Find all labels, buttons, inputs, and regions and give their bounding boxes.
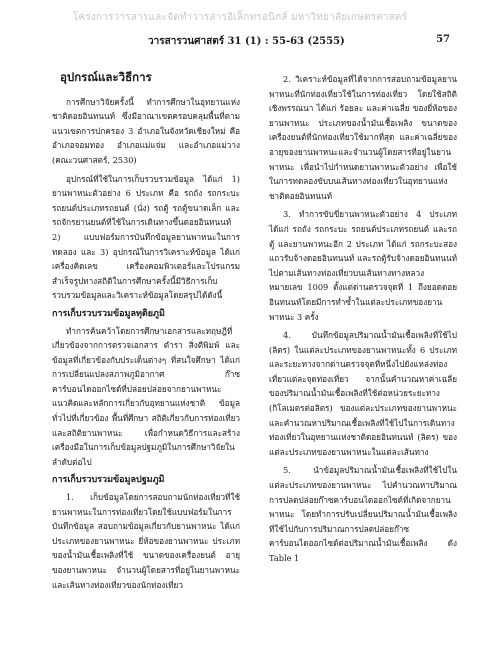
page-number: 57 <box>436 34 450 45</box>
subsection-title-secondary-data: การเก็บรวบรวมข้อมูลทุติยภูมิ <box>52 308 165 319</box>
paragraph-study-area: การศึกษาวิจัยครั้งนี้ ทำการศึกษาในอุทยานแห่งชาติดอยอินทนนท์ ซึ่งมีอาณาเขตครอบคลุมพื้นที่ตามแนวเขตการปกครอง 3 อำเภอในจังหวัดเชียงใหม่ คือ อำเภอจอมทอง อำเภอแม่แจ่ม และอำเภอแม่วาง (คณะวนศาสตร์, 2530) <box>52 96 240 165</box>
paragraph-primary-step-2: 2. วิเคราะห์ข้อมูลที่ได้จากการสอบถามข้อมูลยานพาหนะที่นักท่องเที่ยวใช้ในการท่องเที่ยว โดยใช้สถิติเชิงพรรณนา ได้แก่ ร้อยละ และค่าเฉลี่ย ของยี่ห้อของยานพาหนะ ประเภทของน้ำมันเชื้อเพลิง ขนาดของเครื่องยนต์ที่นักท่องเที่ยวใช้มากที่สุด และค่าเฉลี่ยของอายุของยานพาหนะและจำนวนผู้โดยสารที่อยู่ในยานพาหนะ เพื่อนำไปกำหนดยานพาหนะตัวอย่าง เพื่อใช้ในการทดลองขับบนเส้นทางท่องเที่ยวในอุทยานแห่งชาติดอยอินทนนท์ <box>269 74 457 201</box>
section-title: อุปกรณ์และวิธีการ <box>60 70 152 84</box>
subsection-title-primary-data: การเก็บรวบรวมข้อมูลปฐมภูมิ <box>52 475 165 486</box>
paragraph-primary-step-1: 1. เก็บข้อมูลโดยการสอบถามนักท่องเที่ยวที่ใช้ยานพาหนะในการท่องเที่ยวโดยใช้แบบฟอร์มในการบันทึกข้อมูล สอบถามข้อมูลเกี่ยวกับยานพาหนะ ได้แก่ ประเภทของยานพาหนะ ยี่ห้อของยานพาหนะ ประเภทของน้ำมันเชื้อเพลิงที่ใช้ ขนาดของเครื่องยนต์ อายุของยานพาหนะ จำนวนผู้โดยสารที่อยู่ในยานพาหนะ และเส้นทางท่องเที่ยวของนักท่องเที่ยว <box>52 492 240 590</box>
left-column <box>52 70 240 596</box>
paragraph-primary-step-5: 5. นำข้อมูลปริมาณน้ำมันเชื้อเพลิงที่ใช้ไปในแต่ละประเภทของยานพาหนะ ไปคำนวณหาปริมาณการปลดปล่อยก๊าซคาร์บอนไดออกไซด์ที่เกิดจากยานพาหนะ โดยทำการปรับเปลี่ยนปริมาณน้ำมันเชื้อเพลิงที่ใช้ไปกับการปริมาณการปลดปล่อยก๊าซคาร์บอนไดออกไซด์ต่อปริมาณน้ำมันเชื้อเพลิง ดัง Table 1 <box>269 465 457 563</box>
paragraph-primary-step-4: 4. บันทึกข้อมูลปริมาณน้ำมันเชื้อเพลิงที่ใช้ไป (ลิตร) ในแต่ละประเภทของยานพาหนะทั้ง 6 ประเภท และระยะทางจากด่านตรวจจุดที่หนึ่งไปยังแหล่งท่องเที่ยวแต่ละจุดท่องเที่ยว จากนั้นคำนวณหาค่าเฉลี่ยของปริมาณน้ำมันเชื้อเพลิงที่ใช้ต่อหน่วยระยะทาง (กิโลเมตรต่อลิตร) ของแต่ละประเภทของยานพาหนะ และคำนวณหาปริมาณเชื้อเพลิงที่ใช้ไปในการเดินทางท่องเที่ยวในอุทยานแห่งชาติดอยอินทนนท์ (ลิตร) ของแต่ละประเภทของยานพาหนะในแต่ละเส้นทาง <box>269 330 457 457</box>
journal-citation: วารสารวนศาสตร์ 31 (1) : 55-63 (2555) <box>148 36 345 47</box>
right-column <box>269 72 457 570</box>
paragraph-primary-step-3: 3. ทำการขับขี่ยานพาหนะตัวอย่าง 4 ประเภท ได้แก่ รถถัง รถกระบะ รถยนต์ประเภทรถยนต์ และรถตู้ และยานพาหนะอีก 2 ประเภท ได้แก่ รถกระบะสองแถวรับจ้างดอยอินทนนท์ และรถตู้รับจ้างดอยอินทนนท์ ไปตามเส้นทางท่องเที่ยวบนเส้นทางทางหลวงหมายเลข 1009 ตั้งแต่ด่านตรวจจุดที่ 1 ถึงยอดดอยอินทนนท์โดยมีการทำซ้ำในแต่ละประเภทของยานพาหนะ 3 ครั้ง <box>269 209 457 322</box>
watermark-text: โครงการวารสารและจัดทำวารสารอิเล็กทรอนิกส์ มหาวิทยาลัยเกษตรศาสตร์ <box>72 12 408 23</box>
paragraph-secondary-data: ทำการค้นคว้าโดยการศึกษาเอกสารและทฤษฎีที่เกี่ยวข้องจากการตรวจเอกสาร ตำรา สิ่งตีพิมพ์ และข้อมูลที่เกี่ยวข้องกับประเด็นต่างๆ ที่สนใจศึกษา ได้แก่ การเปลี่ยนแปลงสภาพภูมิอากาศ ก๊าซคาร์บอนไดออกไซด์ที่ปล่อยปล่อยจากยานพาหนะ แนวคิดและหลักการเกี่ยวกับอุทยานแห่งชาติ ข้อมูลทั่วไปที่เกี่ยวข้อง พื้นที่ศึกษา สถิติเกี่ยวกับการท่องเที่ยว และสถิติยานพาหนะ เพื่อกำหนดวิธีการและสร้างเครื่องมือในการเก็บข้อมูลปฐมภูมิในการศึกษาวิจัยในลำดับต่อไป <box>52 325 240 467</box>
paragraph-equipment: อุปกรณ์ที่ใช้ในการเก็บรวบรวมข้อมูล ได้แก่ 1) ยานพาหนะตัวอย่าง 6 ประเภท คือ รถถัง รถกระบะ รถยนต์ประเภทรถยนต์ (นั่ง) รถตู้ รถตู้ขนาดเล็ก และรถจักรยานยนต์ที่ใช้ในการเดินทางขึ้นดอยอินทนนท์ 2) แบบฟอร์มการบันทึกข้อมูลยานพาหนะในการทดลอง และ 3) อุปกรณ์ในการวิเคราะห์ข้อมูล ได้แก่ เครื่องคิดเลข เครื่องคอมพิวเตอร์และโปรแกรมสำเร็จรูปทางสถิติในการศึกษาครั้งนี้มีวิธีการเก็บรวบรวมข้อมูลและวิเคราะห์ข้อมูลโดยสรุปได้ดังนี้ <box>52 173 240 301</box>
